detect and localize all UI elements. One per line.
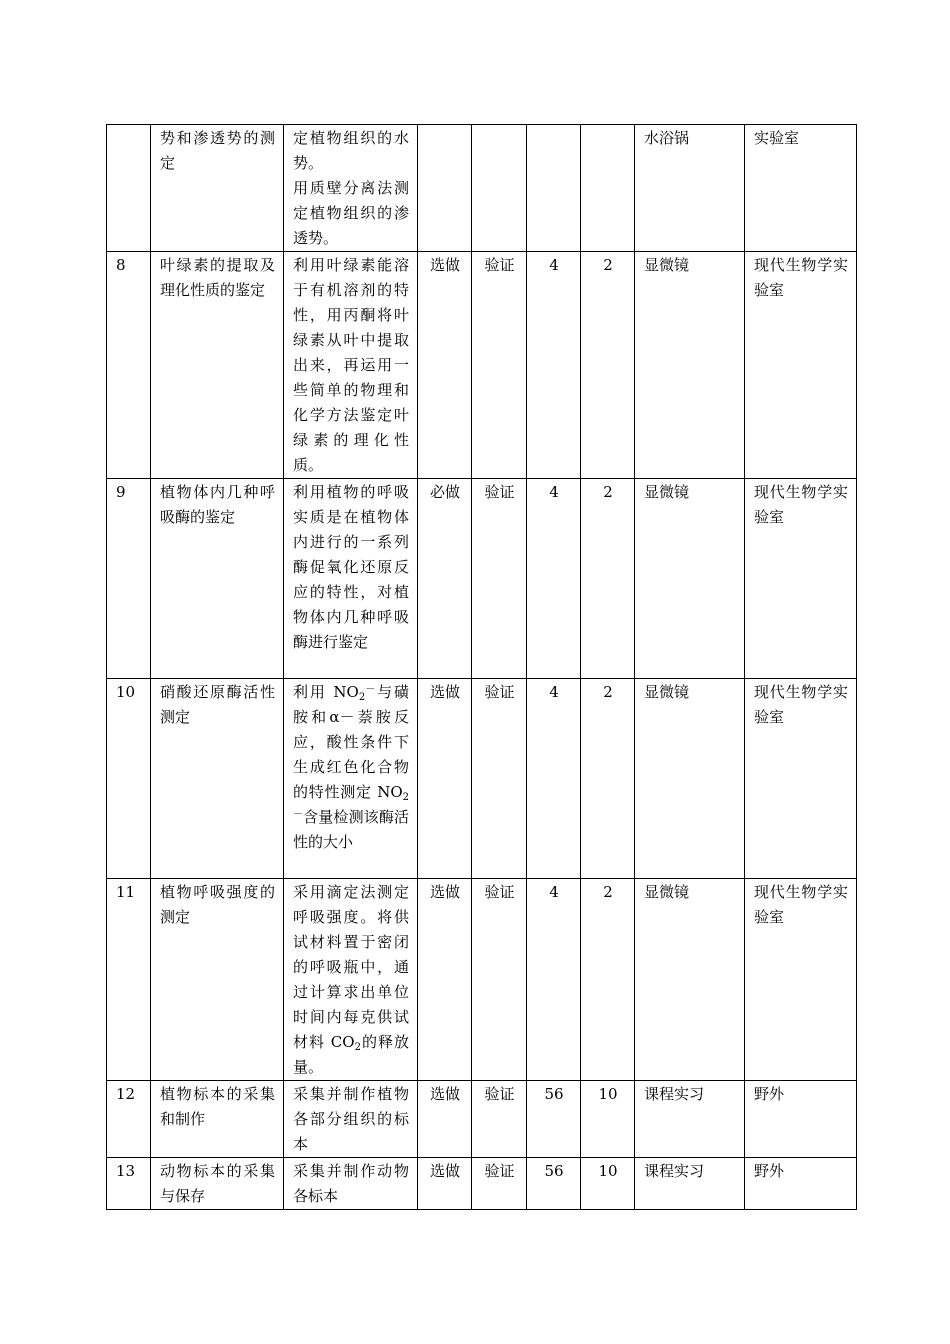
desc-text: 与磺胺和α－萘胺反应，酸性条件下生成红色化合物的特性测定 NO [293, 683, 409, 801]
subscript: 2 [402, 792, 409, 803]
cell-required: 选做 [418, 252, 472, 479]
description-line: 用质壁分离法测定植物组织的渗透势。 [293, 179, 409, 247]
cell-no: 10 [107, 679, 151, 879]
cell-description [284, 879, 418, 1081]
desc-text: 含量检测该酶活性的大小 [293, 808, 409, 851]
cell-required: 选做 [418, 879, 472, 1081]
superscript: － [365, 684, 376, 695]
cell-required [418, 125, 472, 252]
cell-type [472, 125, 527, 252]
cell-type: 验证 [472, 1158, 527, 1210]
table-row [107, 1081, 857, 1158]
cell-hours: 56 [527, 1081, 581, 1158]
cell-equipment: 水浴锅 [635, 125, 745, 252]
cell-experiment-name: 植物标本的采集和制作 [151, 1081, 284, 1158]
cell-experiment-name: 势和渗透势的测定 [151, 125, 284, 252]
cell-type: 验证 [472, 252, 527, 479]
desc-text: 利用 NO [293, 683, 359, 701]
cell-no: 12 [107, 1081, 151, 1158]
cell-required: 选做 [418, 679, 472, 879]
table-row [107, 1158, 857, 1210]
cell-type: 验证 [472, 1081, 527, 1158]
cell-equipment: 显微镜 [635, 252, 745, 479]
cell-group-size: 2 [581, 252, 635, 479]
cell-description: 采集并制作动物各标本 [284, 1158, 418, 1210]
cell-description [284, 679, 418, 879]
cell-hours [527, 125, 581, 252]
cell-hours: 4 [527, 479, 581, 679]
table-row [107, 479, 857, 679]
cell-no: 8 [107, 252, 151, 479]
cell-experiment-name: 植物体内几种呼吸酶的鉴定 [151, 479, 284, 679]
desc-text: 的释放量。 [293, 1033, 409, 1076]
cell-description: 利用植物的呼吸实质是在植物体内进行的一系列酶促氧化还原反应的特性，对植物体内几种呼吸酶进行鉴定 [284, 479, 418, 679]
experiment-table [106, 124, 857, 1210]
cell-location: 现代生物学实验室 [745, 479, 857, 679]
description-line: 定植物组织的水势。 [293, 129, 409, 172]
cell-hours: 4 [527, 879, 581, 1081]
cell-type: 验证 [472, 479, 527, 679]
cell-description: 利用叶绿素能溶于有机溶剂的特性，用丙酮将叶绿素从叶中提取出来，再运用一些简单的物理和化学方法鉴定叶绿素的理化性质。 [284, 252, 418, 479]
cell-experiment-name: 硝酸还原酶活性测定 [151, 679, 284, 879]
cell-no: 11 [107, 879, 151, 1081]
table-row [107, 252, 857, 479]
cell-experiment-name: 叶绿素的提取及理化性质的鉴定 [151, 252, 284, 479]
cell-required: 选做 [418, 1158, 472, 1210]
cell-hours: 4 [527, 679, 581, 879]
cell-group-size: 10 [581, 1081, 635, 1158]
cell-equipment: 课程实习 [635, 1158, 745, 1210]
subscript: 2 [358, 692, 366, 703]
cell-required: 必做 [418, 479, 472, 679]
table-row [107, 125, 857, 252]
cell-experiment-name: 动物标本的采集与保存 [151, 1158, 284, 1210]
cell-type: 验证 [472, 879, 527, 1081]
superscript: － [293, 809, 303, 820]
cell-location: 实验室 [745, 125, 857, 252]
table-row [107, 879, 857, 1081]
cell-group-size [581, 125, 635, 252]
cell-required: 选做 [418, 1081, 472, 1158]
cell-no: 13 [107, 1158, 151, 1210]
cell-hours: 56 [527, 1158, 581, 1210]
cell-group-size: 2 [581, 479, 635, 679]
subscript: 2 [354, 1042, 361, 1053]
cell-location: 现代生物学实验室 [745, 679, 857, 879]
cell-equipment: 课程实习 [635, 1081, 745, 1158]
cell-no: 9 [107, 479, 151, 679]
cell-equipment: 显微镜 [635, 679, 745, 879]
cell-group-size: 2 [581, 879, 635, 1081]
cell-description [284, 125, 418, 252]
cell-group-size: 10 [581, 1158, 635, 1210]
cell-location: 野外 [745, 1081, 857, 1158]
cell-location: 现代生物学实验室 [745, 879, 857, 1081]
cell-location: 野外 [745, 1158, 857, 1210]
cell-experiment-name: 植物呼吸强度的测定 [151, 879, 284, 1081]
cell-equipment: 显微镜 [635, 879, 745, 1081]
cell-type: 验证 [472, 679, 527, 879]
cell-description: 采集并制作植物各部分组织的标本 [284, 1081, 418, 1158]
cell-equipment: 显微镜 [635, 479, 745, 679]
cell-group-size: 2 [581, 679, 635, 879]
cell-hours: 4 [527, 252, 581, 479]
cell-no [107, 125, 151, 252]
cell-location: 现代生物学实验室 [745, 252, 857, 479]
table-row [107, 679, 857, 879]
desc-text: 采用滴定法测定呼吸强度。将供试材料置于密闭的呼吸瓶中，通过计算求出单位时间内每克供试材料 CO [293, 883, 409, 1051]
